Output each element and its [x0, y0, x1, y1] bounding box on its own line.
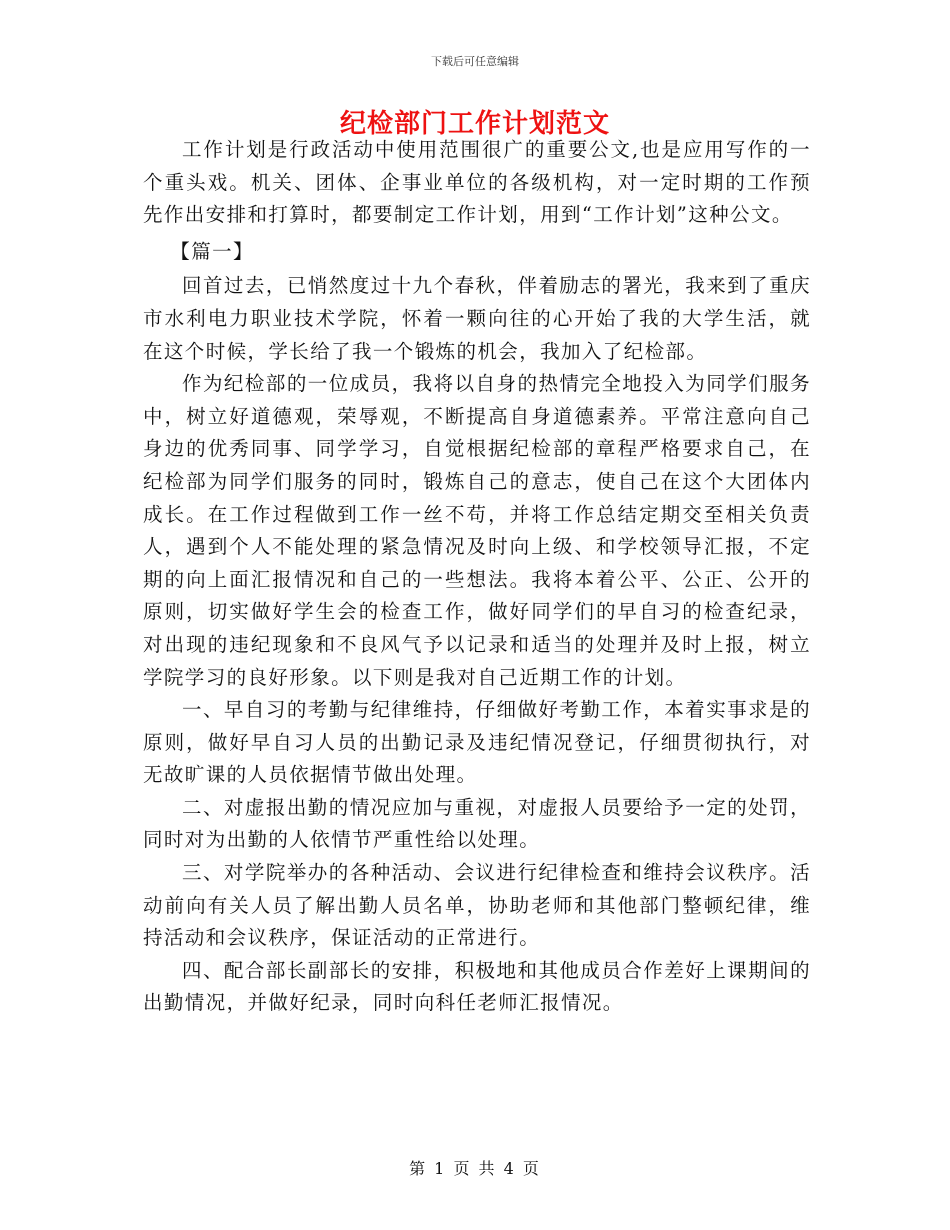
page-number: 第 1 页 共 4 页 [409, 1159, 541, 1178]
document-body [143, 134, 811, 1020]
header-note: 下载后可任意编辑 [431, 55, 519, 68]
intro-paragraph: 工作计划是行政活动中使用范围很广的重要公文,也是应用写作的一个重头戏。机关、团体、企事业单位的各级机构，对一定时期的工作预先作出安排和打算时，都要制定工作计划，用到“工作计划”这种公文。 [143, 138, 811, 227]
body-paragraph: 作为纪检部的一位成员，我将以自身的热情完全地投入为同学们服务中，树立好道德观，荣辱观，不断提高自身道德素养。平常注意向自己身边的优秀同事、同学学习，自觉根据纪检部的章程严格要求自己，在纪检部为同学们服务的同时，锻炼自己的意志，使自己在这个大团体内成长。在工作过程做到工作一丝不苟，并将工作总结定期交至相关负责人，遇到个人不能处理的紧急情况及时向上级、和学校领导汇报，不定期的向上面汇报情况和自己的一些想法。我将本着公平、公正、公开的原则，切实做好学生会的检查工作，做好同学们的早自习的检查纪录，对出现的违纪现象和不良风气予以记录和适当的处理并及时上报，树立学院学习的良好形象。以下则是我对自己近期工作的计划。 [143, 372, 811, 689]
plan-item-2: 二、对虚报出勤的情况应加与重视，对虚报人员要给予一定的处罚，同时对为出勤的人依情节严重性给以处理。 [143, 795, 811, 852]
section-heading: 【篇一】 [170, 239, 254, 263]
body-paragraph: 回首过去，已悄然度过十九个春秋，伴着励志的署光，我来到了重庆市水利电力职业技术学院，怀着一颗向往的心开始了我的大学生活，就在这个时候，学长给了我一个锻炼的机会，我加入了纪检部。 [143, 274, 811, 363]
plan-item-4: 四、配合部长副部长的安排，积极地和其他成员合作差好上课期间的出勤情况，并做好纪录，同时向科任老师汇报情况。 [143, 958, 811, 1015]
document-title: 纪检部门工作计划范文 [339, 109, 610, 139]
plan-item-3: 三、对学院举办的各种活动、会议进行纪律检查和维持会议秩序。活动前向有关人员了解出勤人员名单，协助老师和其他部门整顿纪律，维持活动和会议秩序，保证活动的正常进行。 [143, 861, 811, 950]
plan-item-1: 一、早自习的考勤与纪律维持，仔细做好考勤工作，本着实事求是的原则，做好早自习人员的出勤记录及违纪情况登记，仔细贯彻执行，对无故旷课的人员依据情节做出处理。 [143, 698, 811, 787]
